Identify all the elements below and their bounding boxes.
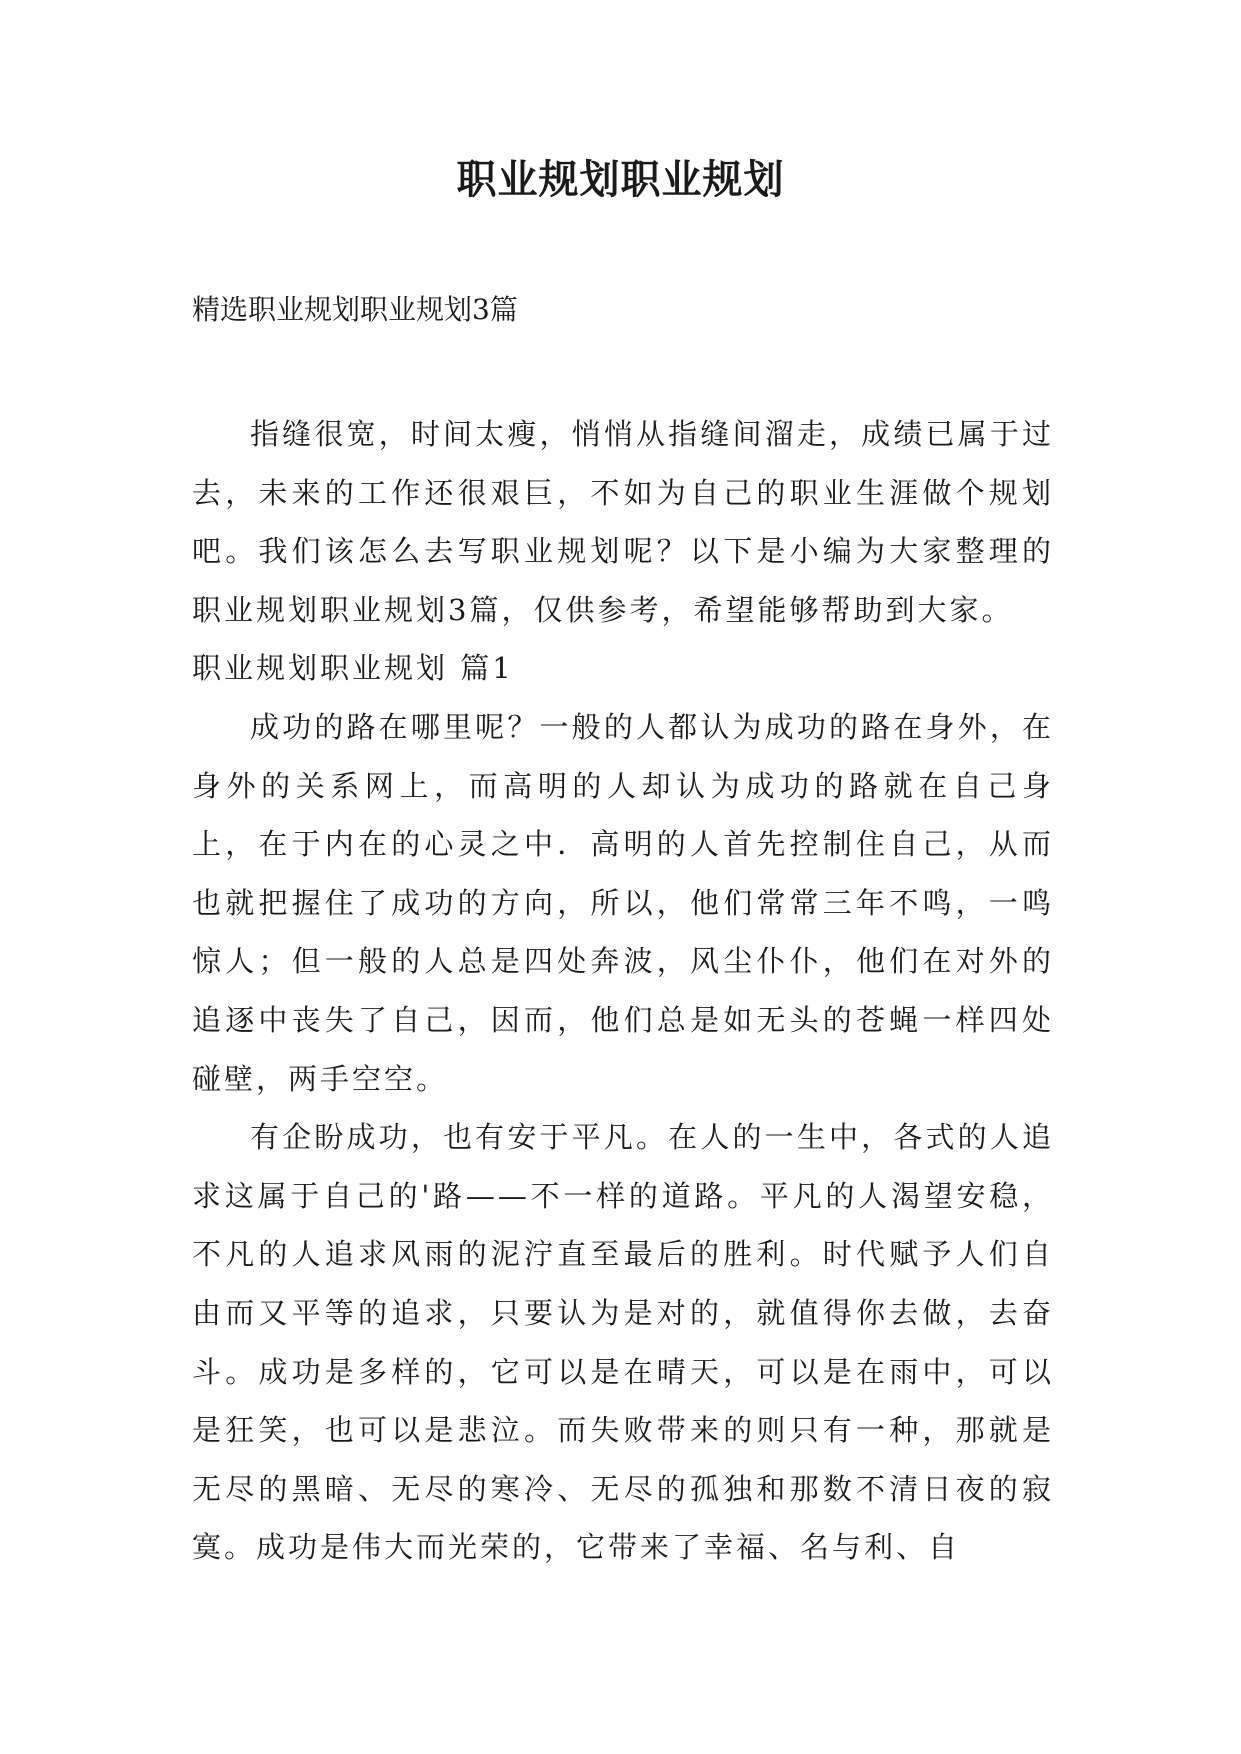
section-heading: 职业规划职业规划 篇1 [192,651,514,686]
document-body [192,405,1054,1577]
document-subtitle: 精选职业规划职业规划3篇 [192,293,518,326]
intro-paragraph: 指缝很宽，时间太瘦，悄悄从指缝间溜走，成绩已属于过去，未来的工作还很艰巨，不如为自己的职业生涯做个规划吧。我们该怎么去写职业规划呢？以下是小编为大家整理的职业规划职业规划3篇，仅供参考，希望能够帮助到大家。 [192,417,1054,627]
document-title: 职业规划职业规划 [456,156,785,203]
body-paragraph-1: 成功的路在哪里呢？一般的人都认为成功的路在身外，在身外的关系网上，而高明的人却认为成功的路就在自己身上，在于内在的心灵之中．高明的人首先控制住自己，从而也就把握住了成功的方向，所以，他们常常三年不鸣，一鸣惊人；但一般的人总是四处奔波，风尘仆仆，他们在对外的追逐中丧失了自己，因而，他们总是如无头的苍蝇一样四处碰壁，两手空空。 [192,709,1054,1096]
body-paragraph-2: 有企盼成功，也有安于平凡。在人的一生中，各式的人追求这属于自己的'路——不一样的道路。平凡的人渴望安稳，不凡的人追求风雨的泥泞直至最后的胜利。时代赋予人们自由而又平等的追求，只要认为是对的，就值得你去做，去奋斗。成功是多样的，它可以是在晴天，可以是在雨中，可以是狂笑，也可以是悲泣。而失败带来的则只有一种，那就是无尽的黑暗、无尽的寒冷、无尽的孤独和那数不清日夜的寂寞。成功是伟大而光荣的，它带来了幸福、名与利、自 [192,1120,1054,1565]
